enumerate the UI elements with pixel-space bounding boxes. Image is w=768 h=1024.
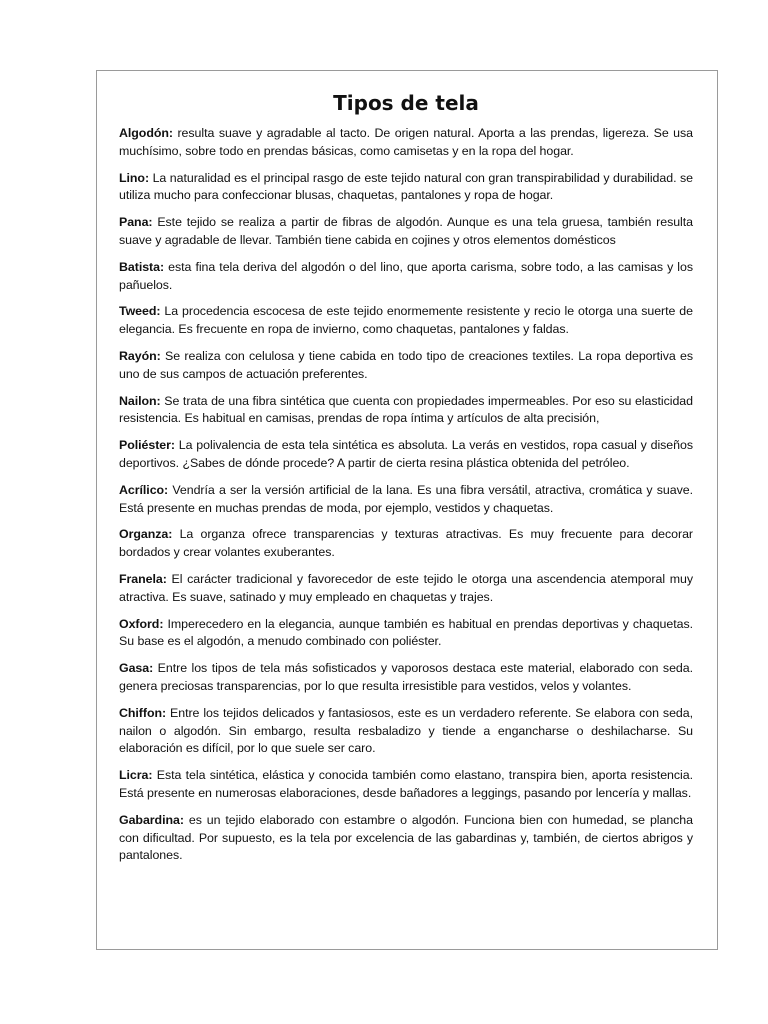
fabric-description: Esta tela sintética, elástica y conocida también como elastano, transpira bien, aporta resistencia. Está presente en numerosas elaboraciones, desde bañadores a leggings, pasando por lencería y mallas.: [119, 768, 693, 800]
fabric-entry-organza: [119, 526, 693, 562]
fabric-description: esta fina tela deriva del algodón o del lino, que aporta carisma, sobre todo, a las camisas y los pañuelos.: [119, 259, 693, 292]
fabric-term: Organza:: [119, 527, 173, 542]
fabric-term: Acrílico:: [119, 482, 169, 497]
fabric-entry-acrilico: [119, 482, 693, 518]
fabric-entry-pana: [119, 214, 693, 250]
fabric-description: Se trata de una fibra sintética que cuenta con propiedades impermeables. Por eso su elasticidad resistencia. Es habitual en camisas, prendas de ropa íntima y artículos de alta precisión,: [119, 393, 693, 426]
fabric-entry-poliester: [119, 437, 693, 473]
fabric-term: Tweed:: [119, 304, 161, 319]
fabric-term: Nailon:: [119, 393, 161, 408]
fabric-term: Franela:: [119, 571, 167, 586]
fabric-entry-rayon: [119, 348, 693, 384]
fabric-entry-franela: [119, 571, 693, 607]
fabric-description: La organza ofrece transparencias y texturas atractivas. Es muy frecuente para decorar bordados y crear volantes exuberantes.: [119, 527, 693, 560]
document-content: [119, 89, 693, 874]
fabric-term: Chiffon:: [119, 705, 167, 720]
fabric-description: Entre los tipos de tela más sofisticados y vaporosos destaca este material, elaborado con seda. genera preciosas transparencias, por lo que resulta irresistible para vestidos, velos y volantes.: [119, 661, 693, 693]
fabric-description: resulta suave y agradable al tacto. De origen natural. Aporta a las prendas, ligereza. Se usa muchísimo, sobre todo en prendas básicas, como camisetas y en la ropa del hogar.: [119, 126, 693, 158]
fabric-description: La procedencia escocesa de este tejido enormemente resistente y recio le otorga una suerte de elegancia. Es frecuente en ropa de invierno, como chaquetas, pantalones y faldas.: [119, 304, 693, 337]
fabric-term: Batista:: [119, 259, 165, 274]
fabric-description: Vendría a ser la versión artificial de la lana. Es una fibra versátil, atractiva, cromática y suave. Está presente en muchas prendas de moda, por ejemplo, vestidos y chaquetas.: [119, 482, 693, 515]
fabric-entry-oxford: [119, 616, 693, 652]
fabric-entry-gasa: [119, 660, 693, 696]
fabric-description: La naturalidad es el principal rasgo de este tejido natural con gran transpirabilidad y durabilidad. se utiliza mucho para confeccionar blusas, chaquetas, pantalones y ropa de hogar.: [119, 170, 693, 203]
fabric-entry-chiffon: [119, 705, 693, 758]
fabric-description: es un tejido elaborado con estambre o algodón. Funciona bien con humedad, se plancha con dificultad. Por supuesto, es la tela por excelencia de las gabardinas y, también, de ciertos abrigos y pantalones.: [119, 812, 693, 863]
fabric-entry-gabardina: [119, 812, 693, 865]
fabric-term: Licra:: [119, 768, 153, 783]
fabric-term: Pana:: [119, 215, 153, 230]
fabric-entry-nailon: [119, 393, 693, 429]
fabric-entry-batista: [119, 259, 693, 295]
fabric-description: Imperecedero en la elegancia, aunque también es habitual en prendas deportivas y chaquetas. Su base es el algodón, a menudo combinado con poliéster.: [119, 616, 693, 649]
fabric-entry-tweed: [119, 303, 693, 339]
page-title: Tipos de tela: [333, 91, 479, 115]
fabric-term: Poliéster:: [119, 438, 175, 453]
fabric-term: Lino:: [119, 170, 150, 185]
fabric-entry-algodon: [119, 125, 693, 161]
fabric-description: El carácter tradicional y favorecedor de este tejido le otorga una ascendencia atemporal muy atractiva. Es suave, satinado y muy empleado en chaquetas y trajes.: [119, 571, 693, 604]
fabric-description: La polivalencia de esta tela sintética es absoluta. La verás en vestidos, ropa casual y diseños deportivos. ¿Sabes de dónde procede? A partir de cierta resina plástica obtenida del petróleo.: [119, 438, 693, 470]
document-page: [96, 70, 718, 950]
fabric-description: Se realiza con celulosa y tiene cabida en todo tipo de creaciones textiles. La ropa deportiva es uno de sus campos de actuación preferentes.: [119, 348, 693, 381]
fabric-term: Gasa:: [119, 661, 154, 676]
fabric-term: Oxford:: [119, 616, 164, 631]
fabric-term: Algodón:: [119, 126, 173, 140]
fabric-entry-lino: [119, 170, 693, 206]
fabric-description: Entre los tejidos delicados y fantasiosos, este es un verdadero referente. Se elabora con seda, nailon o algodón. Sin embargo, resulta resbaladizo y tiende a engancharse o deshilacharse. Su elaboración es difícil, por lo que suele ser caro.: [119, 705, 693, 756]
fabric-term: Gabardina:: [119, 812, 184, 827]
fabric-entry-licra: [119, 767, 693, 803]
fabric-description: Este tejido se realiza a partir de fibras de algodón. Aunque es una tela gruesa, también resulta suave y agradable de llevar. También tiene cabida en cojines y otros elementos domésticos: [119, 215, 693, 247]
fabric-term: Rayón:: [119, 348, 161, 363]
